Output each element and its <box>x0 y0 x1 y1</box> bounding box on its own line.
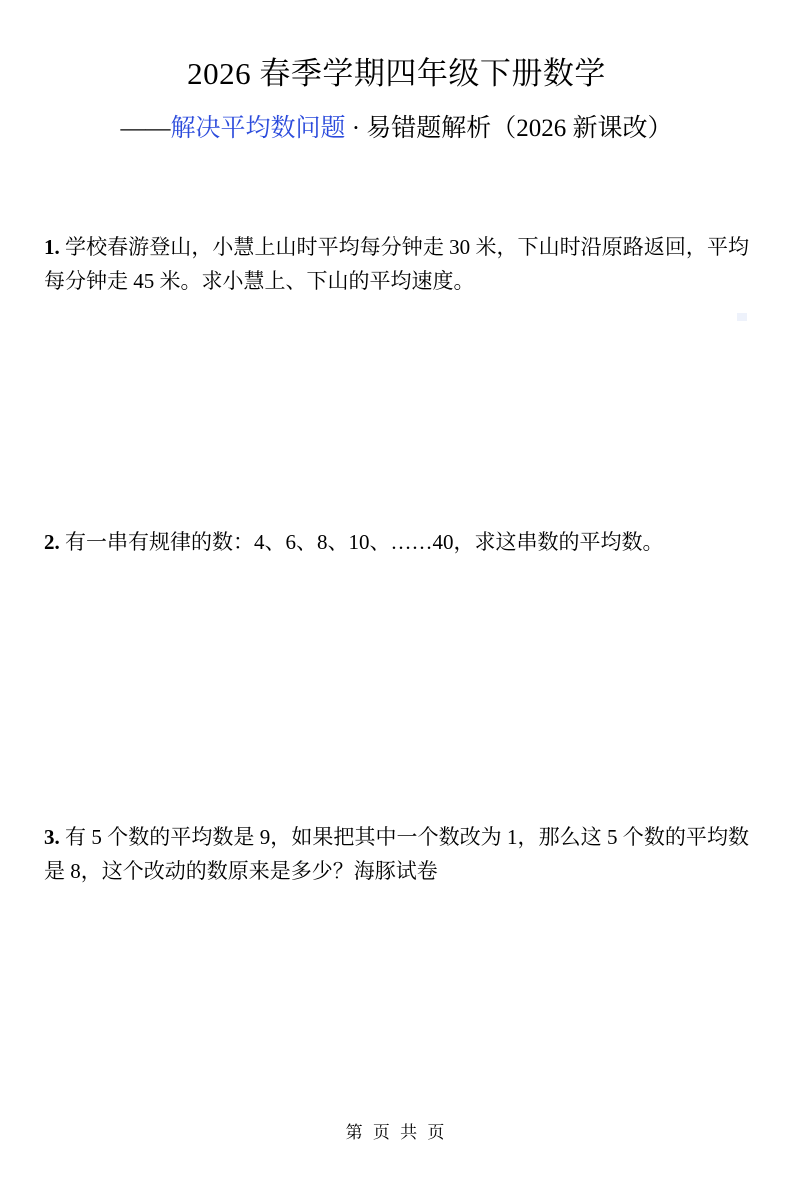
subtitle-prefix: —— <box>120 114 171 142</box>
problem-item <box>44 230 749 298</box>
subtitle-accent: 解决平均数问题 <box>170 114 346 142</box>
document-page <box>0 55 793 1177</box>
problem-number: 2. <box>44 530 60 554</box>
page-footer: 第 页 共 页 <box>345 1123 448 1142</box>
problem-item <box>44 525 749 559</box>
subtitle-suffix: · 易错题解析（2026 新课改） <box>345 114 673 142</box>
page-subtitle <box>48 113 745 144</box>
highlight-mark <box>737 313 747 321</box>
problem-text: 有一串有规律的数：4、6、8、10、……40，求这串数的平均数。 <box>65 530 664 554</box>
problem-number: 1. <box>44 235 60 259</box>
problem-number: 3. <box>44 825 60 849</box>
problem-item <box>44 820 749 888</box>
problem-text: 有 5 个数的平均数是 9，如果把其中一个数改为 1，那么这 5 个数的平均数是 8，这个改动的数原来是多少？海豚试卷 <box>44 825 750 884</box>
problem-text: 学校春游登山，小慧上山时平均每分钟走 30 米，下山时沿原路返回，平均每分钟走 45 米。求小慧上、下山的平均速度。 <box>44 235 749 294</box>
page-title: 2026 春季学期四年级下册数学 <box>187 56 606 91</box>
